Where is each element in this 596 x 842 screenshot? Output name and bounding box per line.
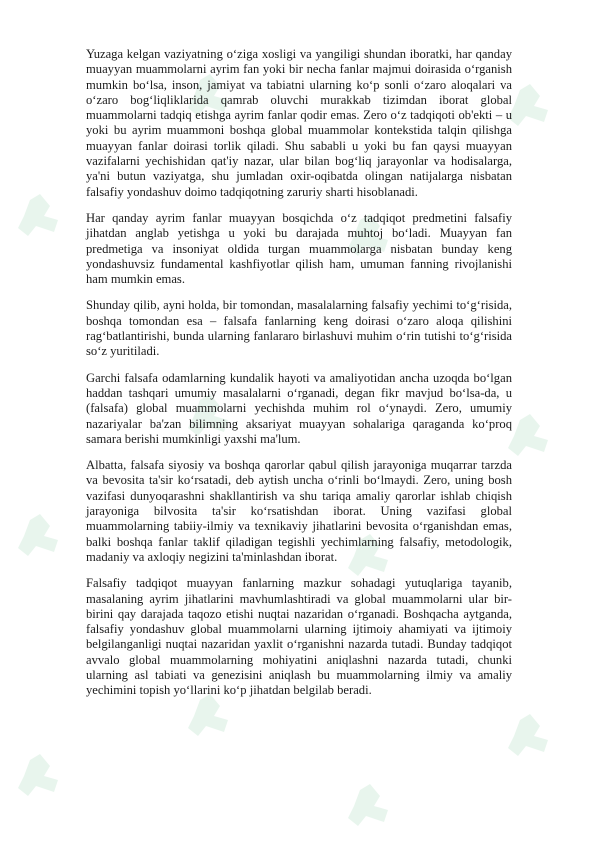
watermark-mark xyxy=(18,194,58,236)
document-body xyxy=(86,47,512,710)
watermark-mark xyxy=(348,784,388,826)
paragraph-4: Garchi falsafa odamlarning kundalik hayoti va amaliyotidan ancha uzoqda bo‘lgan haddan tashqari umumiy masalalarni o‘rganadi, degan fikr mavjud bo‘lsa-da, u (falsafa) global muammolarni yechishda muhim rol o‘ynaydi. Zero, umumiy nazariyalar ba'zan bilimning aksariyat muayyan sohalariga qaraganda ko‘proq samara berishi mumkinligi yaxshi ma'lum. xyxy=(86,370,512,446)
paragraph-2: Har qanday ayrim fanlar muayyan bosqichda o‘z tadqiqot predmetini falsafiy jihatdan anglab yetishga u yoki bu darajada muhtoj bo‘ladi. Muayyan fan predmetiga va insoniyat oldida turgan muammolarga nisbatan bunday keng yondashuvsiz fundamental kashfiyotlar qilish ham, umuman fanning rivojlanishi ham mumkin emas. xyxy=(86,210,512,287)
watermark-mark xyxy=(18,754,58,796)
watermark-mark xyxy=(18,514,58,556)
watermark-mark xyxy=(508,714,548,756)
paragraph-5: Albatta, falsafa siyosiy va boshqa qarorlar qabul qilish jarayoniga muqarrar tarzda va bevosita ta'sir ko‘rsatadi, deb aytish uncha o‘rinli bo‘lmaydi. Zero, uning bosh vazifasi dunyoqarashni shakllantirish va shu tariqa amaliy qarorlar ishlab chiqish jarayoniga bilvosita ta'sir ko‘rsatishdan iborat. Uning vazifasi global muammolarning tabiiy-ilmiy va texnikaviy jihatlarini bevosita o‘rganishdan emas, balki boshqa fanlar taklif qiladigan tegishli yechimlarning falsafiy, metodologik, madaniy va axloqiy negizini ta'minlashdan iborat. xyxy=(86,458,512,564)
watermark-mark xyxy=(508,414,548,456)
paragraph-6: Falsafiy tadqiqot muayyan fanlarning mazkur sohadagi yutuqlariga tayanib, masalaning ayrim jihatlarini mavhumlashtiradi va global muammolarni ular bir-birini qay darajada taqozo etishi nuqtai nazaridan o‘rganadi. Boshqacha aytganda, falsafiy yondashuv global muammolarni ularning ijtimoiy ahamiyati va ijtimoiy belgilanganligi nuqtai nazaridan yaxlit o‘rganishni nazarda tutadi. Bunday tadqiqot avvalo global muammolarning mohiyatini aniqlashni nazarda tutadi, chunki ularning asl tabiati va genezisini aniqlash bu muammolarning ilmiy va amaliy yechimini topish yo‘llarini ko‘p jihatdan belgilab beradi. xyxy=(86,576,512,698)
paragraph-1: Yuzaga kelgan vaziyatning o‘ziga xosligi va yangiligi shundan iboratki, har qanday muayyan muammolarni ayrim fan yoki bir necha fanlar majmui doirasida o‘rganish mumkin bo‘lsa, inson, jamiyat va tabiatni ularning ko‘p sonli o‘zaro aloqalari va o‘zaro bog‘liqliklarida qamrab oluvchi murakkab tizimdan iborat global muammolarni tadqiq etishga ayrim fanlar qodir emas. Zero o‘z tadqiqoti ob'ekti – u yoki bu ayrim muammoni boshqa global muammolar kontekstida talqin qilishga muayyan fanlar doirasi torlik qiladi. Shu sababli u yoki bu fan qaysi muayyan vazifalarni yechishidan qat'iy nazar, ular bilan bog‘liq jarayonlar va hodisalarga, ya'ni butun vaziyatga, shu jumladan oxir-oqibatda olingan natijalarga nisbatan falsafiy yondashuv doimo tadqiqotning zaruriy sharti hisoblanadi. xyxy=(86,47,512,199)
paragraph-3: Shunday qilib, ayni holda, bir tomondan, masalalarning falsafiy yechimi to‘g‘risida, boshqa tomondan esa – falsafa fanlarning keng doirasi o‘zaro aloqa qilishini rag‘batlantirishi, bunda ularning fanlararo birlashuvi muhim o‘rin tutishi to‘g‘risida so‘z yuritiladi. xyxy=(86,298,512,359)
watermark-mark xyxy=(508,84,548,126)
